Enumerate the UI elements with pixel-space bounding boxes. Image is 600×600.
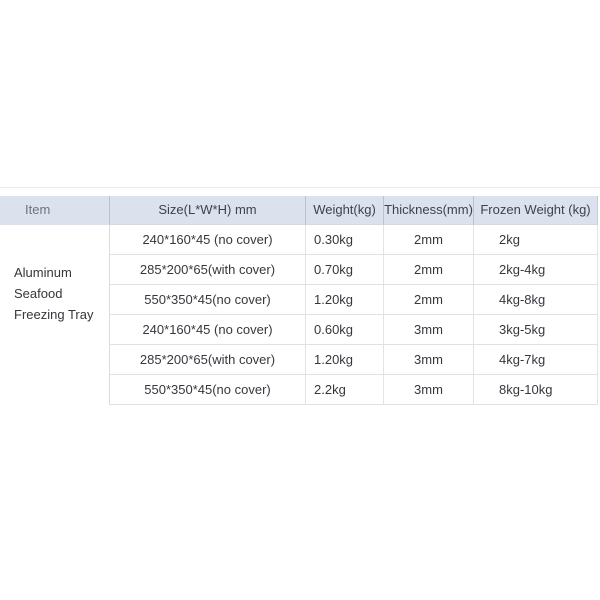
thickness-cell: 2mm bbox=[383, 255, 473, 285]
weight-cell: 2.2kg bbox=[305, 375, 383, 405]
col-header-weight: Weight(kg) bbox=[305, 196, 383, 225]
thickness-cell: 3mm bbox=[383, 315, 473, 345]
size-cell: 550*350*45(no cover) bbox=[109, 285, 305, 315]
thickness-cell: 2mm bbox=[383, 225, 473, 255]
thickness-cell: 3mm bbox=[383, 375, 473, 405]
weight-cell: 1.20kg bbox=[305, 285, 383, 315]
frozen-weight-cell: 2kg bbox=[473, 225, 598, 255]
item-name-line: Seafood bbox=[14, 285, 63, 301]
thickness-cell: 2mm bbox=[383, 285, 473, 315]
frozen-weight-cell: 2kg-4kg bbox=[473, 255, 598, 285]
col-header-thickness: Thickness(mm) bbox=[383, 196, 473, 225]
frozen-weight-cell: 3kg-5kg bbox=[473, 315, 598, 345]
weight-cell: 0.70kg bbox=[305, 255, 383, 285]
size-cell: 285*200*65(with cover) bbox=[109, 345, 305, 375]
col-header-size: Size(L*W*H) mm bbox=[109, 196, 305, 225]
weight-cell: 0.30kg bbox=[305, 225, 383, 255]
item-name-line: Aluminum bbox=[14, 264, 72, 280]
top-divider bbox=[0, 187, 600, 188]
weight-cell: 0.60kg bbox=[305, 315, 383, 345]
col-header-frozen-weight: Frozen Weight (kg) bbox=[473, 196, 598, 225]
weight-cell: 1.20kg bbox=[305, 345, 383, 375]
frozen-weight-cell: 4kg-7kg bbox=[473, 345, 598, 375]
product-spec-table bbox=[0, 196, 598, 405]
item-name-line: Freezing Tray bbox=[14, 306, 94, 322]
size-cell: 550*350*45(no cover) bbox=[109, 375, 305, 405]
item-name-cell bbox=[0, 225, 109, 405]
frozen-weight-cell: 4kg-8kg bbox=[473, 285, 598, 315]
size-cell: 240*160*45 (no cover) bbox=[109, 225, 305, 255]
frozen-weight-cell: 8kg-10kg bbox=[473, 375, 598, 405]
size-cell: 285*200*65(with cover) bbox=[109, 255, 305, 285]
col-header-item: Item bbox=[0, 196, 109, 225]
size-cell: 240*160*45 (no cover) bbox=[109, 315, 305, 345]
thickness-cell: 3mm bbox=[383, 345, 473, 375]
